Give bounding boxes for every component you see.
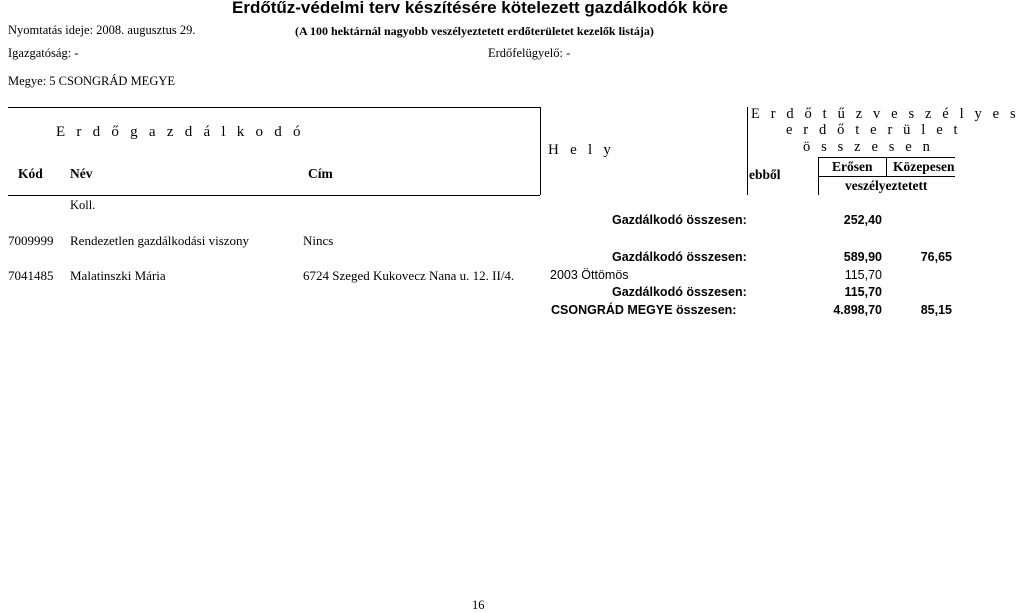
- col-veszelyeztetett-header: veszélyeztetett: [845, 178, 928, 193]
- manager-kod: 7009999: [8, 233, 54, 248]
- county-total-kozepesen: 85,15: [920, 303, 952, 317]
- risk-area-header-line1: E r d ő t ű z v e s z é l y e s: [751, 106, 1019, 122]
- manager-cim: Nincs: [303, 233, 334, 248]
- subheader-left-border: [818, 157, 819, 195]
- subtotal-kozepesen: 76,65: [920, 250, 952, 264]
- county-total-osszesen: 4.898,70: [833, 303, 882, 317]
- subtotal-osszesen: 115,70: [844, 285, 882, 299]
- manager-nev: Malatinszki Mária: [70, 268, 166, 283]
- group-manager-header: E r d ő g a z d á l k o d ó: [56, 124, 305, 140]
- manager-nev: Rendezetlen gazdálkodási viszony: [70, 233, 250, 248]
- supervisor-label: Erdőfelügyelő: -: [488, 46, 571, 60]
- manager-kod: 7041485: [8, 268, 54, 283]
- manager-osszesen: 115,70: [844, 268, 882, 282]
- risk-area-header-line2: e r d ő t e r ü l e t: [786, 122, 962, 138]
- col-koll-header: Koll.: [70, 198, 96, 212]
- osszesen-header: ö s s z e s e n: [803, 139, 934, 155]
- directorate-label: Igazgatóság: -: [8, 46, 79, 60]
- subtotal-label: Gazdálkodó összesen:: [612, 250, 747, 264]
- col-kozepesen-header: Közepesen: [893, 159, 955, 174]
- subtotal-label: Gazdálkodó összesen:: [612, 285, 747, 299]
- col-nev-header: Név: [70, 166, 93, 181]
- page-number: 16: [472, 598, 485, 612]
- report-title: Erdőtűz-védelmi terv készítésére kötelezett gazdálkodók köre: [231, 0, 728, 17]
- col-hely-header: H e l y: [548, 142, 615, 158]
- col-cim-header: Cím: [308, 166, 333, 181]
- manager-hely: 2003 Öttömös: [550, 268, 629, 282]
- report-subtitle: (A 100 hektárnál nagyobb veszélyeztetett erdőterületet kezelők listája): [295, 24, 654, 38]
- header-top-border: [8, 107, 540, 108]
- header-bottom-border: [8, 195, 540, 196]
- subtotal-osszesen: 252,40: [843, 213, 882, 227]
- col-ebbol-header: ebből: [749, 167, 781, 182]
- county-label: Megye: 5 CSONGRÁD MEGYE: [8, 74, 176, 88]
- subheader-mid-border: [818, 176, 955, 177]
- subtotal-label: Gazdálkodó összesen:: [612, 213, 747, 227]
- header-divider-left: [540, 107, 541, 195]
- print-date: Nyomtatás ideje: 2008. augusztus 29.: [8, 23, 196, 37]
- manager-cim: 6724 Szeged Kukovecz Nana u. 12. II/4.: [303, 268, 515, 283]
- subtotal-osszesen: 589,90: [843, 250, 882, 264]
- county-total-label: CSONGRÁD MEGYE összesen:: [551, 303, 737, 317]
- header-divider-right: [747, 107, 748, 195]
- subheader-split: [886, 157, 887, 176]
- col-erosen-header: Erősen: [832, 159, 873, 174]
- col-kod-header: Kód: [18, 166, 43, 181]
